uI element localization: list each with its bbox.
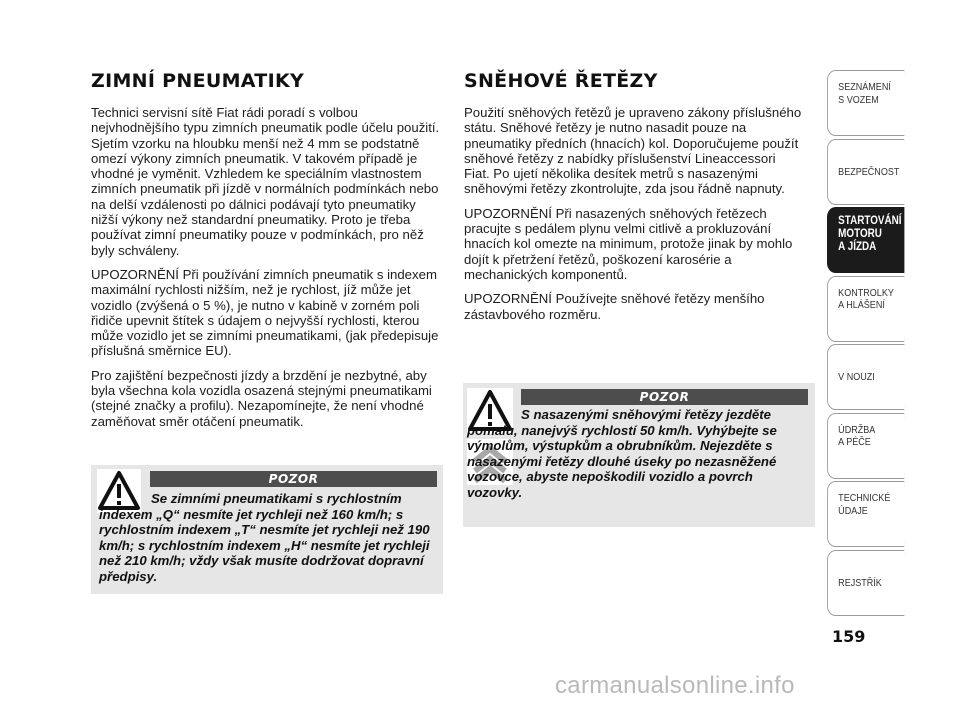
chapter-tab-6[interactable]	[827, 413, 904, 479]
chapter-tab-label: KONTROLKY A HLÁŠENÍ	[838, 286, 894, 311]
chapter-tab-4[interactable]	[827, 276, 904, 342]
warning-text	[467, 407, 807, 501]
left-paragraph-1: Technici servisní sítě Fiat rádi poradí s volbou nejvhodnějšího typu zimních pneumatik podle účelu použití. Sjetím vzorku na hloubku menší než 4 mm se podstatně omezí výkony zimních pneumatik. V takovém případě je vhodné je vyměnit. Vzhledem ke speciálním vlastnostem zimních pneumatik při jízdě v normálních podmínkách nebo na delší vzdálenosti po dálnici podávají tyto pneumatiky nižší výkony než standardní pneumatiky. Proto je třeba používat zimní pneumatiky pouze v podmínkách, pro něž byly schváleny.	[91, 105, 440, 258]
warning-text-content: S nasazenými sněhovými řetězy jezděte pomalu, nanejvýš rychlostí 50 km/h. Vyhýbejte se výmolům, výstupkům a obrubníkům. Nejezděte s nasazenými řetězy dlouhé úseky po nezasněžené vozovce, abyste nepoškodili vozidlo a povrch vozovky.	[467, 407, 777, 500]
warning-text	[99, 491, 439, 585]
right-paragraph-1: Použití sněhových řetězů je upraveno zákony příslušného státu. Sněhové řetězy je nutno nasadit pouze na pneumatiky předních (hnacích) kol. Doporučujeme použít sněhové řetězy z nabídky příslušenství Lineaccessori Fiat. Po ujetí několika desítek metrů s nasazenými sněhovými řetězy zkontrolujte, zda jsou řádně napnuty.	[464, 105, 802, 197]
chapter-tabs	[827, 70, 917, 618]
chapter-tab-label: STARTOVÁNÍ MOTORU A JÍZDA	[838, 215, 902, 253]
chapter-tab-8[interactable]	[827, 550, 904, 616]
watermark: carmanualsonline.info	[555, 672, 795, 699]
warning-label: POZOR	[521, 389, 808, 405]
chapter-tab-3[interactable]	[827, 207, 904, 273]
left-paragraph-2: UPOZORNĚNÍ Při používání zimních pneumatik s indexem maximální rychlosti nižším, než je rychlost, jíž může jet vozidlo (zvýšená o 5 %), je nutno v kabině v zorném poli řidiče upevnit štítek s údajem o nejvyšší rychlosti, kterou může vozidlo jet se zimními pneumatikami, (jak předepisuje příslušná směrnice EU).	[91, 266, 439, 359]
chapter-tab-2[interactable]	[827, 139, 904, 205]
chapter-tab-label: V NOUZI	[838, 371, 875, 383]
right-column	[464, 70, 804, 331]
chapter-tab-label: TECHNICKÉ ÚDAJE	[838, 492, 891, 517]
heading-snow-chains: SNĚHOVÉ ŘETĚZY	[464, 70, 658, 92]
warning-label: POZOR	[150, 471, 437, 487]
chapter-tab-label: REJSTŘÍK	[838, 576, 882, 589]
chapter-tab-5[interactable]	[827, 344, 904, 410]
heading-winter-tyres: ZIMNÍ PNEUMATIKY	[91, 70, 305, 92]
right-paragraph-3: UPOZORNĚNÍ Používejte sněhové řetězy menšího zástavbového rozměru.	[464, 291, 765, 322]
chapter-tab-label: ÚDRŽBA A PÉČE	[838, 423, 876, 448]
right-paragraph-2: UPOZORNĚNÍ Při nasazených sněhových řetězech pracujte s pedálem plynu velmi citlivě a prokluzování hnacích kol omezte na minimum, protože jinak by mohlo dojít k přetržení řetězů, poškození karosérie a mechanických komponentů.	[464, 205, 793, 282]
warning-text-content: Se zimními pneumatikami s rychlostním indexem „Q“ nesmíte jet rychleji než 160 km/h; s rychlostním indexem „T“ nesmíte jet rychleji než 190 km/h; s rychlostním indexem „H“ nesmíte jet rychleji než 210 km/h; vždy však musíte dodržovat dopravní předpisy.	[99, 491, 430, 584]
chapter-tab-label: BEZPEČNOST	[838, 165, 900, 178]
warning-box-snow-chains	[463, 383, 815, 527]
left-column	[91, 70, 441, 438]
chapter-tab-label: SEZNÁMENÍ S VOZEM	[838, 81, 891, 106]
chapter-tab-1[interactable]	[827, 70, 904, 136]
page-number: 159	[832, 627, 866, 646]
chapter-tab-7[interactable]	[827, 481, 904, 547]
left-paragraph-3: Pro zajištění bezpečnosti jízdy a brzdění je nezbytné, aby byla všechna kola vozidla osazená stejnými pneumatikami (stejné značky a profilu). Nezapomínejte, že není vhodné zaměňovat směr otáčení pneumatik.	[91, 367, 432, 429]
warning-box-winter-tyres	[91, 465, 443, 594]
